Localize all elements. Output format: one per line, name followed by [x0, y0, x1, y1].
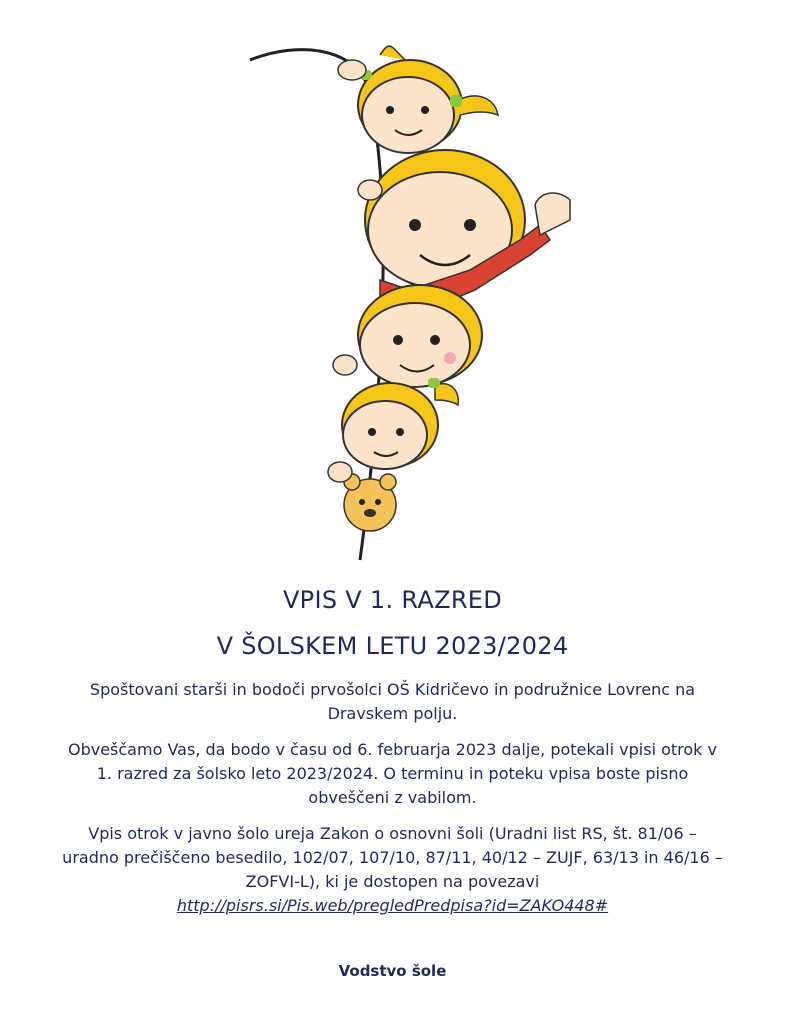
greeting-paragraph: Spoštovani starši in bodoči prvošolci OŠ Kidričevo in podružnice Lovrenc na Dravskem polju.: [89, 680, 696, 723]
signature: Vodstvo šole: [338, 962, 447, 980]
teddy-bear-icon: [328, 462, 396, 531]
law-text: Vpis otrok v javno šolo ureja Zakon o osnovni šoli (Uradni list RS, št. 81/06 – uradno prečiščeno besedilo, 102/07, 107/10, 87/11, 40/12 – ZUJF, 63/13 in 46/16 – ZOFVI-L), ki je dostopen na povezavi: [62, 824, 723, 891]
law-paragraph: [60, 822, 725, 918]
kids-peeking-illustration: [240, 40, 580, 570]
law-link[interactable]: http://pisrs.si/Pis.web/pregledPredpisa?id=ZAKO448#: [176, 896, 609, 915]
child-3-icon: [358, 285, 482, 387]
page-title-line-2: V ŠOLSKEM LETU 2023/2024: [216, 632, 569, 660]
child-1-icon: [338, 46, 498, 153]
notice-paragraph: Obveščamo Vas, da bodo v času od 6. februarja 2023 dalje, potekali vpisi otrok v 1. razred za šolsko leto 2023/2024. O terminu in poteku vpisa boste pisno obveščeni z vabilom.: [67, 740, 717, 807]
page-title-line-1: VPIS V 1. RAZRED: [282, 586, 503, 614]
